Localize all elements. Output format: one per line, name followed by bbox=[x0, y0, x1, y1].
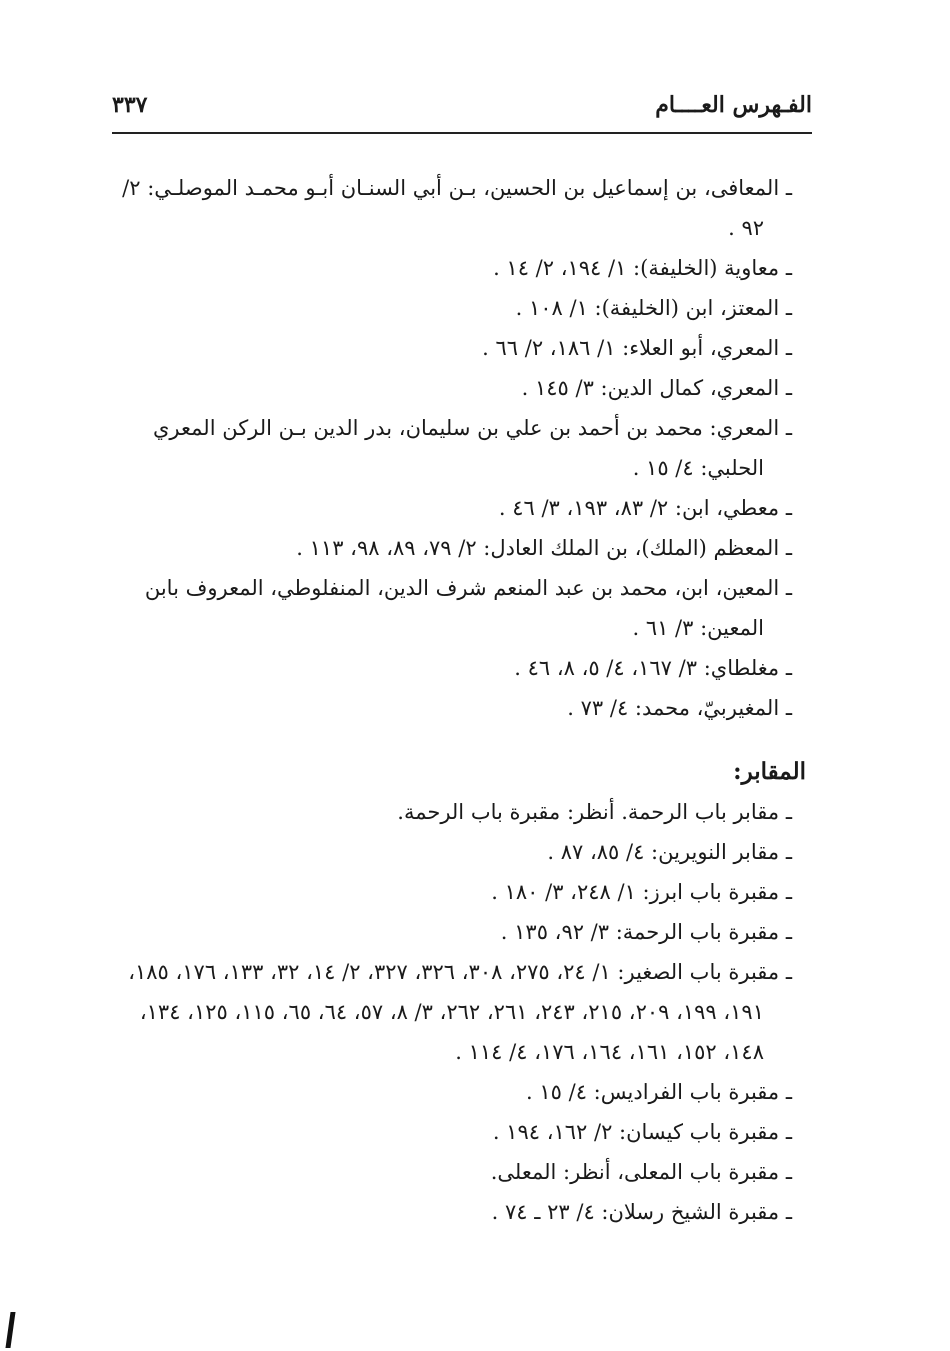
section-entry: ـ مقبرة باب الصغير: ١/ ٢٤، ٢٧٥، ٣٠٨، ٣٢٦، ٣٢٧، ٢/ ١٤، ٣٢، ١٣٣، ١٧٦، ١٨٥، ١٩١، ١٩٩، ٢٠٩، ٢١٥، ٢٤٣، ٢٦١، ٢٦٢، ٣/ ٨، ٥٧، ٦٤، ٦٥، ١١٥، ١٢٥، ١٣٤، ١٤٨، ١٥٢، ١٦١، ١٦٤، ١٧٦، ٤/ ١١٤ . bbox=[128, 960, 792, 1064]
section-entry: ـ مقابر النويرين: ٤/ ٨٥، ٨٧ . bbox=[547, 840, 792, 864]
index-entry: ـ المعري، أبو العلاء: ١/ ١٨٦، ٢/ ٦٦ . bbox=[482, 336, 792, 360]
header-divider bbox=[112, 132, 812, 134]
index-entry: ـ المعري: محمد بن أحمد بن علي بن سليمان، بدر الدين بـن الركن المعري الحلبي: ٤/ ١٥ . bbox=[153, 416, 792, 480]
running-title: الفـهرس العــــام bbox=[655, 92, 812, 118]
section-heading: المقابر: bbox=[733, 758, 806, 785]
section-entry: ـ مقبرة باب المعلى، أنظر: المعلى. bbox=[490, 1160, 792, 1184]
index-entry: ـ المغيربيّ، محمد: ٤/ ٧٣ . bbox=[567, 696, 792, 720]
section-entry: ـ مقبرة الشيخ رسلان: ٤/ ٢٣ ـ ٧٤ . bbox=[491, 1200, 792, 1224]
index-entry: ـ المعين، ابن، محمد بن عبد المنعم شرف الدين، المنفلوطي، المعروف بابن المعين: ٣/ ٦١ . bbox=[144, 576, 792, 640]
index-entry: ـ المعتز، ابن (الخليفة): ١/ ١٠٨ . bbox=[515, 296, 792, 320]
index-entry: ـ المعافى، بن إسماعيل بن الحسين، بـن أبي السنـان أبـو محمـد الموصلـي: ٢/ ٩٢ . bbox=[122, 176, 792, 240]
page-header bbox=[112, 88, 812, 128]
section-entry: ـ مقبرة باب كيسان: ٢/ ١٦٢، ١٩٤ . bbox=[492, 1120, 792, 1144]
index-entry: ـ المعظم (الملك)، بن الملك العادل: ٢/ ٧٩، ٨٩، ٩٨، ١١٣ . bbox=[296, 536, 792, 560]
index-entry: ـ المعري، كمال الدين: ٣/ ١٤٥ . bbox=[521, 376, 792, 400]
index-content bbox=[112, 168, 806, 1232]
section-entry: ـ مقبرة باب الفراديس: ٤/ ١٥ . bbox=[526, 1080, 792, 1104]
index-entry: ـ معطي، ابن: ٢/ ٨٣، ١٩٣، ٣/ ٤٦ . bbox=[498, 496, 792, 520]
section-entry: ـ مقبرة باب الرحمة: ٣/ ٩٢، ١٣٥ . bbox=[500, 920, 792, 944]
index-entry: ـ مغلطاي: ٣/ ١٦٧، ٤/ ٥، ٨، ٤٦ . bbox=[514, 656, 792, 680]
section-entry: ـ مقابر باب الرحمة. أنظر: مقبرة باب الرحمة. bbox=[397, 800, 792, 824]
section-entry: ـ مقبرة باب ابرز: ١/ ٢٤٨، ٣/ ١٨٠ . bbox=[491, 880, 792, 904]
page-number: ٣٣٧ bbox=[112, 92, 148, 118]
scan-edge-mark bbox=[5, 1312, 15, 1348]
index-entry: ـ معاوية (الخليفة): ١/ ١٩٤، ٢/ ١٤ . bbox=[493, 256, 792, 280]
